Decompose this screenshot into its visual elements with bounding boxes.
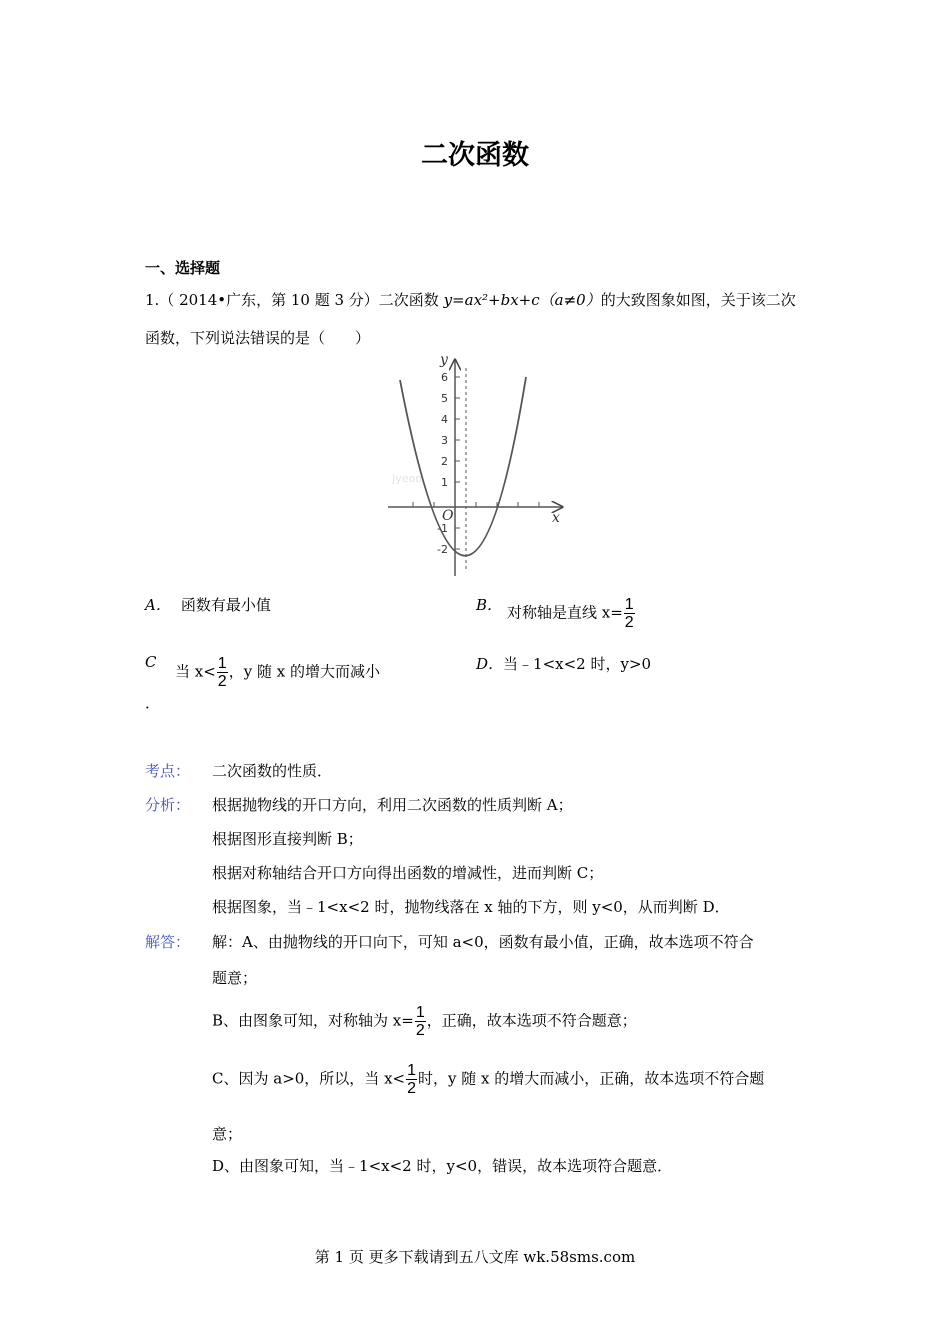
y-tick-label: 4 [441,413,448,426]
stem-formula: y=ax²+bx+c（a≠0） [443,291,601,309]
y-axis-label: y [440,352,448,368]
x-axis-label: x [552,510,560,526]
stem-suffix: 的大致图象如图，关于该二次 [600,291,796,309]
option-d-text: 当﹣1<x<2 时，y>0 [503,655,652,673]
option-c [175,655,380,690]
page-footer: 第 1 页 更多下载请到五八文库 wk.58sms.com [314,1248,636,1266]
tick-marks [413,377,539,549]
y-tick-label: 3 [441,434,448,447]
option-c-text-pre: 当 x< [175,662,216,681]
jieda-c-line2: 意； [212,1125,243,1143]
option-d-label: D． [476,655,504,673]
parabola-graph [380,350,570,580]
y-tick-label: 1 [441,476,448,489]
jieda-a-line1: 解：A、由抛物线的开口向下，可知 a<0，函数有最小值，正确，故本选项不符合 [212,933,754,951]
kaodian-label: 考点： [145,762,191,780]
fenxi-label: 分析： [145,796,191,814]
fraction: $\frac{1}{2}$ [217,655,227,690]
y-tick-label: 2 [441,455,448,468]
option-a-text: 函数有最小值 [180,596,271,614]
fenxi-line: 根据对称轴结合开口方向得出函数的增减性，进而判断 C； [212,864,604,882]
option-a [145,594,271,615]
option-b-label-wrap [476,594,502,615]
y-tick-label: 6 [441,371,448,384]
jieda-b-post: ，正确，故本选项不符合题意； [426,1011,637,1030]
stem-prefix: 1.（ 2014•广东，第 10 题 3 分）二次函数 [145,291,444,309]
section-heading: 一、选择题 [145,259,221,277]
question-stem-line1 [145,289,796,310]
kaodian-text: 二次函数的性质． [212,762,333,780]
fraction: $\frac{1}{2}$ [624,596,634,631]
fraction: $\frac{1}{2}$ [407,1062,417,1097]
fenxi-line: 根据抛物线的开口方向，利用二次函数的性质判断 A； [212,796,573,814]
y-tick-label: 5 [441,392,448,405]
origin-label: O [442,508,454,524]
jieda-c-pre: C、因为 a>0，所以，当 x< [212,1069,406,1088]
fenxi-line: 根据图形直接判断 B； [212,830,363,848]
y-tick-label: -2 [437,543,448,556]
parabola-curve [400,377,526,556]
jieda-b [212,1004,637,1039]
fenxi-line: 根据图象，当﹣1<x<2 时，抛物线落在 x 轴的下方，则 y<0，从而判断 D． [212,898,730,916]
option-c-text-post: ，y 随 x 的增大而减小 [228,662,380,681]
option-a-label: A． [145,596,171,614]
jieda-a-line2: 题意； [212,969,258,987]
option-b [507,596,636,631]
option-c-label-wrap [145,653,156,671]
jieda-c-post: 时，y 随 x 的增大而减小，正确，故本选项不符合题 [418,1069,765,1088]
jieda-b-pre: B、由图象可知，对称轴为 x= [212,1011,414,1030]
y-tick-label: -1 [437,522,448,535]
watermark: Jyeoo [392,472,422,485]
option-b-text: 对称轴是直线 x= [507,603,623,622]
jieda-c [212,1062,764,1097]
option-b-label: B． [476,596,503,614]
question-stem-line2: 函数，下列说法错误的是（ ） [145,329,371,347]
jieda-d: D、由图象可知，当﹣1<x<2 时，y<0，错误，故本选项符合题意． [212,1157,673,1175]
option-c-dot: ． [145,694,161,712]
fraction: $\frac{1}{2}$ [415,1004,425,1039]
page-title: 二次函数 [421,140,529,171]
jieda-label: 解答： [145,933,191,951]
option-d [476,653,651,674]
option-c-label: C [145,653,157,671]
